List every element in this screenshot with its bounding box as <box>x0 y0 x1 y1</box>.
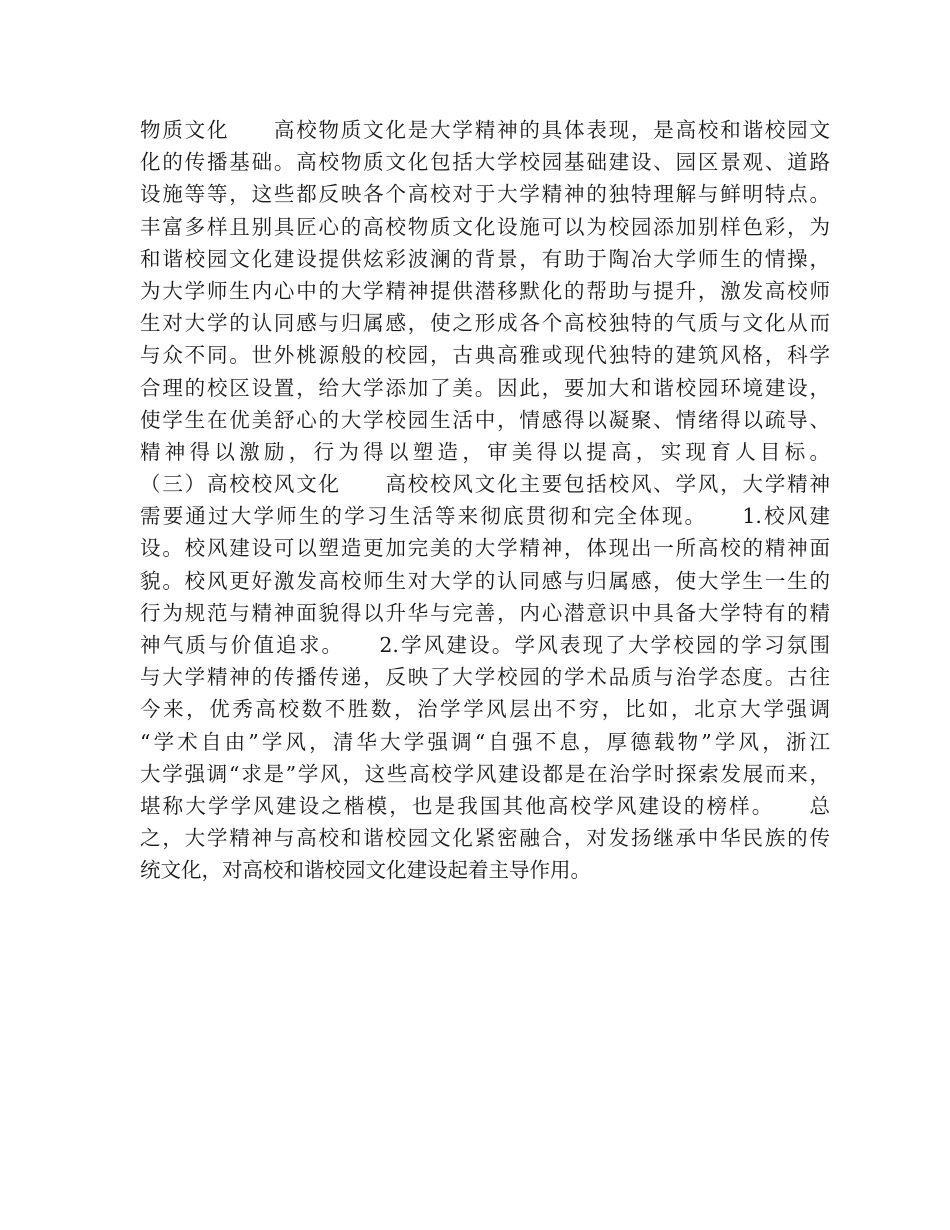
body-text <box>140 114 830 887</box>
text-line: 大学强调“求是”学风，这些高校学风建设都是在治学时探索发展而来， <box>140 761 830 786</box>
text-line: 今来，优秀高校数不胜数，治学学风层出不穷，比如，北京大学强调 <box>140 697 830 722</box>
text-line: 物质文化 高校物质文化是大学精神的具体表现，是高校和谐校园文 <box>140 118 830 142</box>
text-line: 为大学师生内心中的大学精神提供潜移默化的帮助与提升，激发高校师 <box>140 278 830 303</box>
text-line: 精神得以激励，行为得以塑造，审美得以提高，实现育人目标。 <box>140 439 830 464</box>
text-line: 与众不同。世外桃源般的校园，古典高雅或现代独特的建筑风格，科学 <box>140 343 830 368</box>
text-line: 设。校风建设可以塑造更加完美的大学精神，体现出一所高校的精神面 <box>140 536 830 561</box>
text-line: 貌。校风更好激发高校师生对大学的认同感与归属感，使大学生一生的 <box>140 568 830 593</box>
text-line: 生对大学的认同感与归属感，使之形成各个高校独特的气质与文化从而 <box>140 311 830 336</box>
text-line: 和谐校园文化建设提供炫彩波澜的背景，有助于陶冶大学师生的情操， <box>140 246 830 271</box>
text-line: 合理的校区设置，给大学添加了美。因此，要加大和谐校园环境建设， <box>140 375 830 400</box>
text-line: 堪称大学学风建设之楷模，也是我国其他高校学风建设的榜样。 总 <box>140 793 830 818</box>
text-line: 统文化，对高校和谐校园文化建设起着主导作用。 <box>140 858 591 883</box>
text-line: 需要通过大学师生的学习生活等来彻底贯彻和完全体现。 1.校风建 <box>140 504 830 529</box>
text-line: 与大学精神的传播传递，反映了大学校园的学术品质与治学态度。古往 <box>140 665 830 690</box>
text-line: “学术自由”学风，清华大学强调“自强不息，厚德载物”学风，浙江 <box>140 729 830 754</box>
text-line: 行为规范与精神面貌得以升华与完善，内心潜意识中具备大学特有的精 <box>140 600 830 625</box>
text-line: 使学生在优美舒心的大学校园生活中，情感得以凝聚、情绪得以疏导、 <box>140 407 830 432</box>
text-line: 丰富多样且别具匠心的高校物质文化设施可以为校园添加别样色彩，为 <box>140 214 830 239</box>
text-line: 神气质与价值追求。 2.学风建设。学风表现了大学校园的学习氛围 <box>140 633 830 657</box>
text-line: 之，大学精神与高校和谐校园文化紧密融合，对发扬继承中华民族的传 <box>140 826 830 851</box>
text-line: （三）高校校风文化 高校校风文化主要包括校风、学风，大学精神 <box>140 472 830 497</box>
text-line: 设施等等，这些都反映各个高校对于大学精神的独特理解与鲜明特点。 <box>140 182 830 207</box>
text-line: 化的传播基础。高校物质文化包括大学校园基础建设、园区景观、道路 <box>140 150 830 175</box>
